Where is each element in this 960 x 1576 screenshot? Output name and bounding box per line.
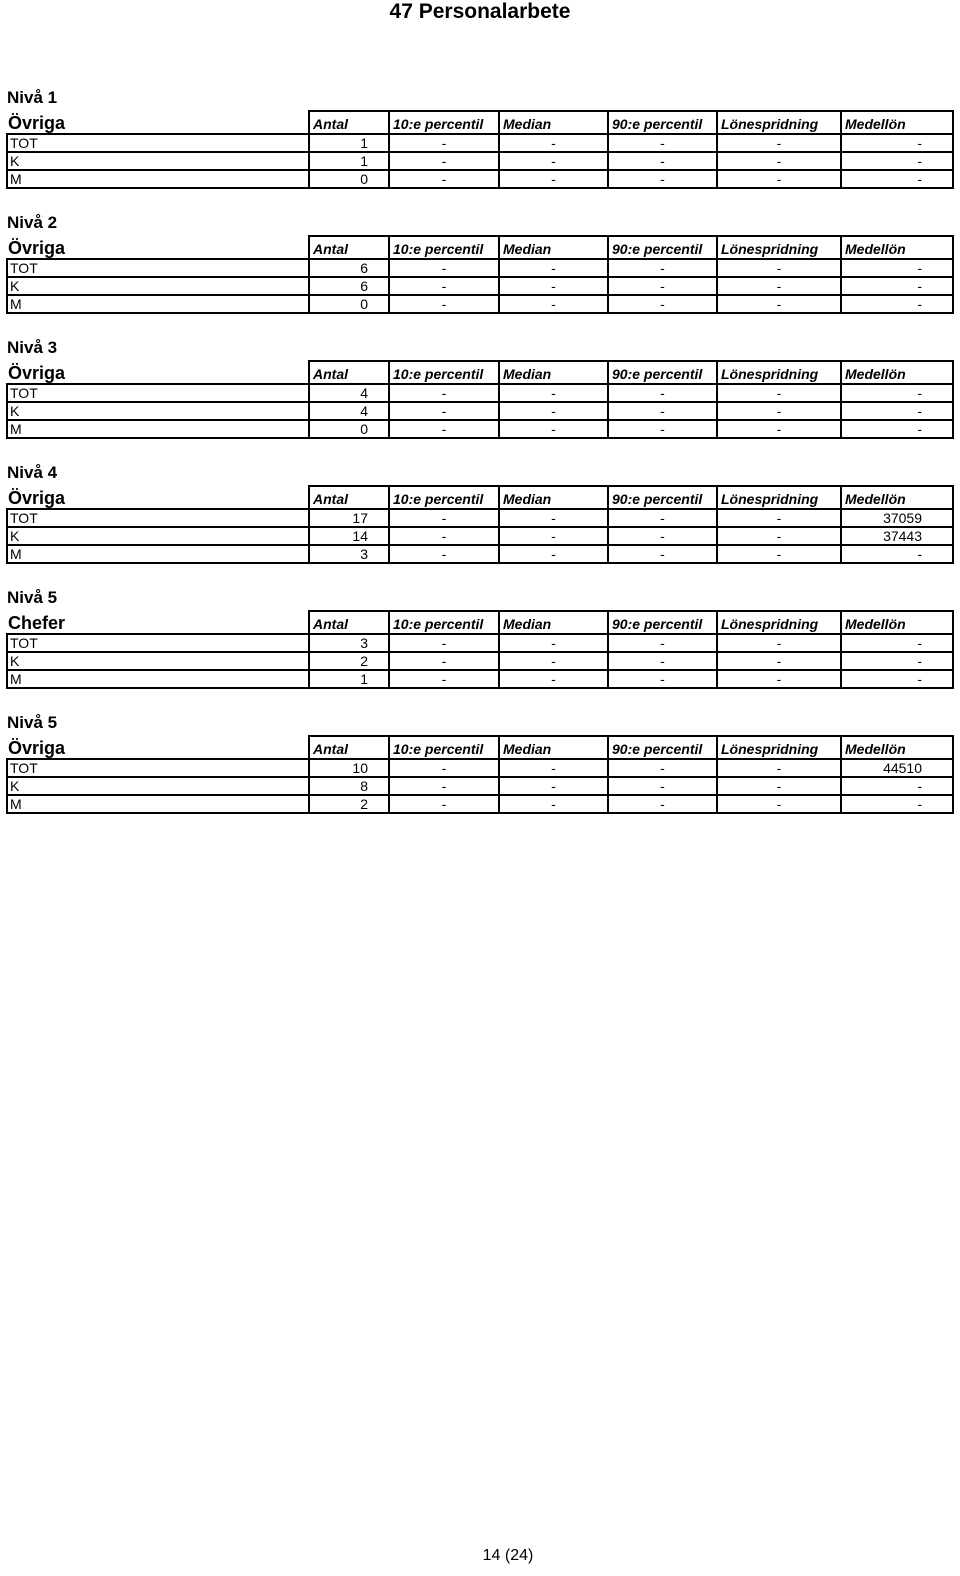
cell-p10: -: [389, 384, 499, 402]
column-header: 10:e percentil: [389, 736, 499, 759]
cell-medellon: -: [841, 545, 953, 563]
row-label: M: [7, 545, 309, 563]
cell-spridning: -: [717, 670, 841, 688]
level-heading: Nivå 5: [7, 713, 58, 732]
cell-medellon: -: [841, 152, 953, 170]
cell-medellon: 37059: [841, 509, 953, 527]
row-label: TOT: [7, 384, 309, 402]
column-header: Antal: [309, 111, 389, 134]
column-header: Lönespridning: [717, 361, 841, 384]
table-header-row: [7, 736, 953, 759]
cell-median: -: [499, 777, 608, 795]
cell-spridning: -: [717, 420, 841, 438]
table-header-row: [7, 611, 953, 634]
row-label: M: [7, 670, 309, 688]
cell-median: -: [499, 295, 608, 313]
column-header: Median: [499, 611, 608, 634]
column-header: 10:e percentil: [389, 486, 499, 509]
cell-spridning: -: [717, 152, 841, 170]
column-header: Antal: [309, 611, 389, 634]
cell-median: -: [499, 634, 608, 652]
cell-antal: 0: [309, 420, 389, 438]
row-label: K: [7, 277, 309, 295]
table-row: [7, 277, 953, 295]
cell-p90: -: [608, 259, 717, 277]
cell-medellon: -: [841, 634, 953, 652]
cell-medellon: -: [841, 795, 953, 813]
table-row: [7, 152, 953, 170]
cell-antal: 8: [309, 777, 389, 795]
column-header: 90:e percentil: [608, 361, 717, 384]
table-row: [7, 777, 953, 795]
cell-antal: 14: [309, 527, 389, 545]
salary-table: [6, 110, 954, 189]
table-row: [7, 295, 953, 313]
column-header: Medellön: [841, 611, 953, 634]
cell-medellon: -: [841, 170, 953, 188]
level-section: [6, 86, 952, 211]
cell-spridning: -: [717, 759, 841, 777]
table-row: [7, 759, 953, 777]
cell-medellon: -: [841, 277, 953, 295]
table-header-row: [7, 111, 953, 134]
cell-p10: -: [389, 402, 499, 420]
cell-spridning: -: [717, 259, 841, 277]
cell-p90: -: [608, 670, 717, 688]
cell-median: -: [499, 652, 608, 670]
column-header: Lönespridning: [717, 611, 841, 634]
column-header: 10:e percentil: [389, 236, 499, 259]
cell-antal: 4: [309, 384, 389, 402]
column-header: 90:e percentil: [608, 236, 717, 259]
group-label: Övriga: [8, 113, 66, 133]
cell-p90: -: [608, 170, 717, 188]
column-header: 90:e percentil: [608, 736, 717, 759]
column-header: Median: [499, 736, 608, 759]
column-header: Median: [499, 111, 608, 134]
row-label: TOT: [7, 259, 309, 277]
cell-spridning: -: [717, 384, 841, 402]
cell-p90: -: [608, 420, 717, 438]
cell-medellon: -: [841, 384, 953, 402]
table-header-row: [7, 486, 953, 509]
table-row: [7, 384, 953, 402]
column-header: Lönespridning: [717, 236, 841, 259]
salary-table: [6, 735, 954, 814]
cell-antal: 3: [309, 634, 389, 652]
cell-antal: 6: [309, 259, 389, 277]
group-label: Övriga: [8, 363, 66, 383]
level-heading: Nivå 4: [7, 463, 58, 482]
table-row: [7, 652, 953, 670]
column-header: Antal: [309, 361, 389, 384]
level-section: [6, 586, 952, 711]
row-label: M: [7, 420, 309, 438]
column-header: 90:e percentil: [608, 486, 717, 509]
column-header: Antal: [309, 486, 389, 509]
cell-p10: -: [389, 170, 499, 188]
row-label: K: [7, 777, 309, 795]
level-heading: Nivå 2: [7, 213, 58, 232]
salary-table: [6, 610, 954, 689]
cell-p10: -: [389, 652, 499, 670]
cell-median: -: [499, 509, 608, 527]
level-heading: Nivå 3: [7, 338, 58, 357]
cell-p90: -: [608, 527, 717, 545]
cell-median: -: [499, 170, 608, 188]
cell-medellon: -: [841, 652, 953, 670]
table-header-row: [7, 361, 953, 384]
column-header: Median: [499, 486, 608, 509]
cell-spridning: -: [717, 402, 841, 420]
cell-p10: -: [389, 259, 499, 277]
cell-antal: 0: [309, 295, 389, 313]
table-row: [7, 420, 953, 438]
row-label: TOT: [7, 134, 309, 152]
table-row: [7, 545, 953, 563]
cell-spridning: -: [717, 134, 841, 152]
cell-median: -: [499, 134, 608, 152]
cell-spridning: -: [717, 295, 841, 313]
row-label: M: [7, 170, 309, 188]
row-label: TOT: [7, 634, 309, 652]
row-label: M: [7, 795, 309, 813]
cell-p10: -: [389, 670, 499, 688]
cell-p10: -: [389, 295, 499, 313]
cell-antal: 1: [309, 134, 389, 152]
cell-p90: -: [608, 295, 717, 313]
cell-spridning: -: [717, 652, 841, 670]
column-header: Medellön: [841, 111, 953, 134]
table-row: [7, 670, 953, 688]
table-row: [7, 795, 953, 813]
sections-container: [6, 86, 952, 836]
column-header: 90:e percentil: [608, 111, 717, 134]
group-label: Övriga: [8, 738, 66, 758]
cell-p90: -: [608, 634, 717, 652]
cell-spridning: -: [717, 545, 841, 563]
cell-p10: -: [389, 277, 499, 295]
cell-median: -: [499, 259, 608, 277]
column-header: 90:e percentil: [608, 611, 717, 634]
cell-p10: -: [389, 420, 499, 438]
cell-medellon: 37443: [841, 527, 953, 545]
cell-antal: 0: [309, 170, 389, 188]
column-header: Medellön: [841, 486, 953, 509]
column-header: Lönespridning: [717, 486, 841, 509]
column-header: Lönespridning: [717, 736, 841, 759]
cell-median: -: [499, 670, 608, 688]
cell-median: -: [499, 527, 608, 545]
column-header: 10:e percentil: [389, 611, 499, 634]
level-section: [6, 336, 952, 461]
column-header: 10:e percentil: [389, 361, 499, 384]
cell-p90: -: [608, 795, 717, 813]
table-row: [7, 170, 953, 188]
cell-antal: 2: [309, 795, 389, 813]
column-header: Antal: [309, 236, 389, 259]
column-header: 10:e percentil: [389, 111, 499, 134]
cell-antal: 1: [309, 152, 389, 170]
cell-p90: -: [608, 277, 717, 295]
cell-p90: -: [608, 134, 717, 152]
column-header: Medellön: [841, 361, 953, 384]
cell-median: -: [499, 384, 608, 402]
cell-p90: -: [608, 759, 717, 777]
cell-medellon: -: [841, 402, 953, 420]
cell-spridning: -: [717, 170, 841, 188]
row-label: M: [7, 295, 309, 313]
cell-median: -: [499, 152, 608, 170]
cell-median: -: [499, 402, 608, 420]
cell-p10: -: [389, 152, 499, 170]
cell-antal: 10: [309, 759, 389, 777]
cell-antal: 3: [309, 545, 389, 563]
cell-antal: 6: [309, 277, 389, 295]
cell-p10: -: [389, 634, 499, 652]
level-heading: Nivå 1: [7, 88, 58, 107]
table-row: [7, 134, 953, 152]
cell-p90: -: [608, 509, 717, 527]
cell-medellon: -: [841, 670, 953, 688]
cell-p90: -: [608, 777, 717, 795]
cell-antal: 2: [309, 652, 389, 670]
row-label: TOT: [7, 509, 309, 527]
cell-p10: -: [389, 759, 499, 777]
group-label: Chefer: [8, 613, 66, 633]
cell-antal: 4: [309, 402, 389, 420]
cell-antal: 1: [309, 670, 389, 688]
level-section: [6, 461, 952, 586]
cell-median: -: [499, 759, 608, 777]
cell-median: -: [499, 420, 608, 438]
row-label: K: [7, 402, 309, 420]
page-title: 47 Personalarbete: [389, 0, 571, 23]
table-row: [7, 527, 953, 545]
level-heading: Nivå 5: [7, 588, 58, 607]
cell-spridning: -: [717, 509, 841, 527]
group-label: Övriga: [8, 238, 66, 258]
table-header-row: [7, 236, 953, 259]
cell-p10: -: [389, 509, 499, 527]
cell-medellon: -: [841, 777, 953, 795]
level-section: [6, 711, 952, 836]
cell-p10: -: [389, 134, 499, 152]
cell-spridning: -: [717, 527, 841, 545]
cell-median: -: [499, 795, 608, 813]
level-section: [6, 211, 952, 336]
column-header: Lönespridning: [717, 111, 841, 134]
cell-p90: -: [608, 152, 717, 170]
table-row: [7, 634, 953, 652]
cell-p10: -: [389, 777, 499, 795]
cell-medellon: -: [841, 295, 953, 313]
cell-p10: -: [389, 795, 499, 813]
cell-spridning: -: [717, 277, 841, 295]
salary-table: [6, 235, 954, 314]
column-header: Medellön: [841, 236, 953, 259]
cell-antal: 17: [309, 509, 389, 527]
cell-p10: -: [389, 527, 499, 545]
row-label: TOT: [7, 759, 309, 777]
row-label: K: [7, 527, 309, 545]
table-row: [7, 509, 953, 527]
cell-spridning: -: [717, 795, 841, 813]
row-label: K: [7, 152, 309, 170]
page-number: 14 (24): [482, 1547, 534, 1564]
cell-spridning: -: [717, 634, 841, 652]
salary-table: [6, 485, 954, 564]
cell-median: -: [499, 545, 608, 563]
column-header: Median: [499, 361, 608, 384]
cell-spridning: -: [717, 777, 841, 795]
cell-medellon: -: [841, 259, 953, 277]
table-row: [7, 259, 953, 277]
cell-medellon: -: [841, 134, 953, 152]
cell-medellon: 44510: [841, 759, 953, 777]
cell-p90: -: [608, 652, 717, 670]
table-row: [7, 402, 953, 420]
column-header: Median: [499, 236, 608, 259]
column-header: Medellön: [841, 736, 953, 759]
cell-p90: -: [608, 402, 717, 420]
cell-p10: -: [389, 545, 499, 563]
cell-medellon: -: [841, 420, 953, 438]
column-header: Antal: [309, 736, 389, 759]
salary-table: [6, 360, 954, 439]
group-label: Övriga: [8, 488, 66, 508]
row-label: K: [7, 652, 309, 670]
cell-p90: -: [608, 545, 717, 563]
cell-p90: -: [608, 384, 717, 402]
cell-median: -: [499, 277, 608, 295]
